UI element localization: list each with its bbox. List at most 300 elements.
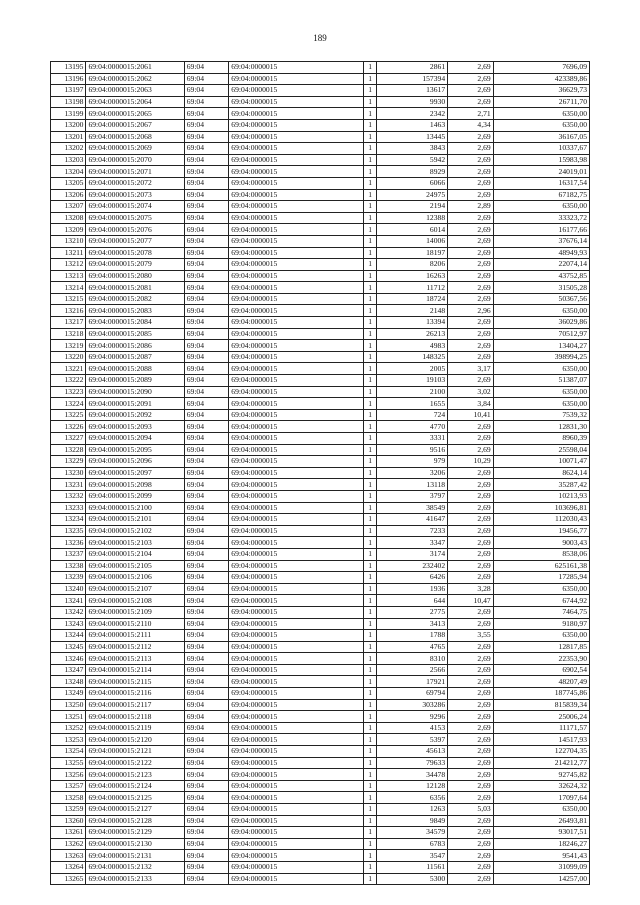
cadastral-number-cell: 69:04:0000015:2129: [86, 827, 184, 839]
district-code-cell: 69:04: [184, 653, 229, 665]
row-number-cell: 13209: [51, 224, 86, 236]
cadastral-number-cell: 69:04:0000015:2083: [86, 305, 184, 317]
area-cell: 41647: [377, 514, 448, 526]
area-cell: 13118: [377, 479, 448, 491]
area-cell: 13445: [377, 131, 448, 143]
cadastral-number-cell: 69:04:0000015:2122: [86, 757, 184, 769]
cadastral-value-cell: 93017,51: [493, 827, 589, 839]
quarter-number-cell: 69:04:0000015: [229, 688, 364, 700]
row-number-cell: 13225: [51, 409, 86, 421]
count-cell: 1: [364, 108, 377, 120]
quarter-number-cell: 69:04:0000015: [229, 653, 364, 665]
quarter-number-cell: 69:04:0000015: [229, 351, 364, 363]
row-number-cell: 13254: [51, 746, 86, 758]
district-code-cell: 69:04: [184, 143, 229, 155]
cadastral-number-cell: 69:04:0000015:2081: [86, 282, 184, 294]
table-row: [51, 62, 590, 74]
cadastral-number-cell: 69:04:0000015:2067: [86, 119, 184, 131]
district-code-cell: 69:04: [184, 757, 229, 769]
table-row: [51, 247, 590, 259]
row-number-cell: 13197: [51, 85, 86, 97]
row-number-cell: 13206: [51, 189, 86, 201]
row-number-cell: 13232: [51, 490, 86, 502]
district-code-cell: 69:04: [184, 189, 229, 201]
row-number-cell: 13240: [51, 583, 86, 595]
district-code-cell: 69:04: [184, 375, 229, 387]
quarter-number-cell: 69:04:0000015: [229, 270, 364, 282]
row-number-cell: 13265: [51, 873, 86, 885]
quarter-number-cell: 69:04:0000015: [229, 73, 364, 85]
count-cell: 1: [364, 340, 377, 352]
cadastral-value-cell: 12831,30: [493, 421, 589, 433]
cadastral-number-cell: 69:04:0000015:2086: [86, 340, 184, 352]
cadastral-value-cell: 6350,00: [493, 398, 589, 410]
row-number-cell: 13255: [51, 757, 86, 769]
row-number-cell: 13207: [51, 201, 86, 213]
cadastral-value-cell: 48207,49: [493, 676, 589, 688]
table-row: [51, 386, 590, 398]
quarter-number-cell: 69:04:0000015: [229, 108, 364, 120]
cadastral-value-cell: 15983,98: [493, 154, 589, 166]
table-row: [51, 572, 590, 584]
district-code-cell: 69:04: [184, 259, 229, 271]
specific-value-cell: 2,69: [448, 62, 494, 74]
table-row: [51, 409, 590, 421]
table-row: [51, 688, 590, 700]
quarter-number-cell: 69:04:0000015: [229, 537, 364, 549]
cadastral-number-cell: 69:04:0000015:2071: [86, 166, 184, 178]
quarter-number-cell: 69:04:0000015: [229, 293, 364, 305]
count-cell: 1: [364, 247, 377, 259]
specific-value-cell: 2,69: [448, 143, 494, 155]
specific-value-cell: 2,69: [448, 688, 494, 700]
quarter-number-cell: 69:04:0000015: [229, 154, 364, 166]
cadastral-number-cell: 69:04:0000015:2105: [86, 560, 184, 572]
cadastral-number-cell: 69:04:0000015:2092: [86, 409, 184, 421]
row-number-cell: 13220: [51, 351, 86, 363]
quarter-number-cell: 69:04:0000015: [229, 398, 364, 410]
district-code-cell: 69:04: [184, 479, 229, 491]
count-cell: 1: [364, 827, 377, 839]
cadastral-number-cell: 69:04:0000015:2108: [86, 595, 184, 607]
district-code-cell: 69:04: [184, 618, 229, 630]
count-cell: 1: [364, 131, 377, 143]
area-cell: 3174: [377, 548, 448, 560]
cadastral-number-cell: 69:04:0000015:2114: [86, 664, 184, 676]
area-cell: 45613: [377, 746, 448, 758]
area-cell: 2775: [377, 606, 448, 618]
specific-value-cell: 2,69: [448, 514, 494, 526]
count-cell: 1: [364, 62, 377, 74]
cadastral-value-cell: 7539,32: [493, 409, 589, 421]
quarter-number-cell: 69:04:0000015: [229, 699, 364, 711]
count-cell: 1: [364, 201, 377, 213]
row-number-cell: 13227: [51, 433, 86, 445]
area-cell: 3347: [377, 537, 448, 549]
specific-value-cell: 2,69: [448, 606, 494, 618]
district-code-cell: 69:04: [184, 595, 229, 607]
table-row: [51, 293, 590, 305]
row-number-cell: 13242: [51, 606, 86, 618]
cadastral-value-cell: 815839,34: [493, 699, 589, 711]
count-cell: 1: [364, 734, 377, 746]
quarter-number-cell: 69:04:0000015: [229, 502, 364, 514]
row-number-cell: 13261: [51, 827, 86, 839]
row-number-cell: 13260: [51, 815, 86, 827]
cadastral-value-cell: 7696,09: [493, 62, 589, 74]
table-row: [51, 699, 590, 711]
count-cell: 1: [364, 456, 377, 468]
specific-value-cell: 2,69: [448, 444, 494, 456]
area-cell: 5942: [377, 154, 448, 166]
row-number-cell: 13218: [51, 328, 86, 340]
row-number-cell: 13238: [51, 560, 86, 572]
district-code-cell: 69:04: [184, 108, 229, 120]
specific-value-cell: 2,69: [448, 676, 494, 688]
table-row: [51, 201, 590, 213]
cadastral-value-cell: 6350,00: [493, 363, 589, 375]
row-number-cell: 13204: [51, 166, 86, 178]
district-code-cell: 69:04: [184, 73, 229, 85]
table-row: [51, 166, 590, 178]
quarter-number-cell: 69:04:0000015: [229, 757, 364, 769]
row-number-cell: 13217: [51, 317, 86, 329]
cadastral-number-cell: 69:04:0000015:2091: [86, 398, 184, 410]
specific-value-cell: 2,69: [448, 259, 494, 271]
cadastral-value-cell: 10213,93: [493, 490, 589, 502]
table-row: [51, 664, 590, 676]
cadastral-value-cell: 6350,00: [493, 804, 589, 816]
cadastral-value-cell: 43752,85: [493, 270, 589, 282]
count-cell: 1: [364, 606, 377, 618]
quarter-number-cell: 69:04:0000015: [229, 201, 364, 213]
row-number-cell: 13200: [51, 119, 86, 131]
table-row: [51, 282, 590, 294]
district-code-cell: 69:04: [184, 815, 229, 827]
table-row: [51, 224, 590, 236]
row-number-cell: 13237: [51, 548, 86, 560]
row-number-cell: 13219: [51, 340, 86, 352]
cadastral-value-cell: 13404,27: [493, 340, 589, 352]
row-number-cell: 13251: [51, 711, 86, 723]
district-code-cell: 69:04: [184, 467, 229, 479]
cadastral-number-cell: 69:04:0000015:2082: [86, 293, 184, 305]
quarter-number-cell: 69:04:0000015: [229, 212, 364, 224]
table-row: [51, 850, 590, 862]
table-row: [51, 537, 590, 549]
specific-value-cell: 2,69: [448, 572, 494, 584]
district-code-cell: 69:04: [184, 722, 229, 734]
area-cell: 69794: [377, 688, 448, 700]
specific-value-cell: 2,69: [448, 282, 494, 294]
cadastral-number-cell: 69:04:0000015:2094: [86, 433, 184, 445]
district-code-cell: 69:04: [184, 548, 229, 560]
specific-value-cell: 2,69: [448, 224, 494, 236]
district-code-cell: 69:04: [184, 96, 229, 108]
count-cell: 1: [364, 73, 377, 85]
cadastral-value-cell: 48949,93: [493, 247, 589, 259]
district-code-cell: 69:04: [184, 444, 229, 456]
district-code-cell: 69:04: [184, 746, 229, 758]
cadastral-value-cell: 19456,77: [493, 525, 589, 537]
quarter-number-cell: 69:04:0000015: [229, 166, 364, 178]
area-cell: 2342: [377, 108, 448, 120]
cadastral-value-cell: 6350,00: [493, 201, 589, 213]
district-code-cell: 69:04: [184, 560, 229, 572]
cadastral-number-cell: 69:04:0000015:2090: [86, 386, 184, 398]
specific-value-cell: 2,69: [448, 757, 494, 769]
count-cell: 1: [364, 804, 377, 816]
area-cell: 11712: [377, 282, 448, 294]
row-number-cell: 13203: [51, 154, 86, 166]
table-row: [51, 444, 590, 456]
cadastral-value-cell: 31099,09: [493, 861, 589, 873]
area-cell: 2861: [377, 62, 448, 74]
district-code-cell: 69:04: [184, 282, 229, 294]
cadastral-number-cell: 69:04:0000015:2080: [86, 270, 184, 282]
district-code-cell: 69:04: [184, 293, 229, 305]
quarter-number-cell: 69:04:0000015: [229, 734, 364, 746]
table-row: [51, 73, 590, 85]
cadastral-value-cell: 10337,67: [493, 143, 589, 155]
cadastral-value-cell: 36167,05: [493, 131, 589, 143]
table-row: [51, 235, 590, 247]
table-row: [51, 479, 590, 491]
specific-value-cell: 2,69: [448, 734, 494, 746]
area-cell: 9930: [377, 96, 448, 108]
area-cell: 644: [377, 595, 448, 607]
row-number-cell: 13241: [51, 595, 86, 607]
district-code-cell: 69:04: [184, 769, 229, 781]
specific-value-cell: 2,96: [448, 305, 494, 317]
quarter-number-cell: 69:04:0000015: [229, 62, 364, 74]
area-cell: 4770: [377, 421, 448, 433]
district-code-cell: 69:04: [184, 235, 229, 247]
cadastral-number-cell: 69:04:0000015:2088: [86, 363, 184, 375]
area-cell: 34579: [377, 827, 448, 839]
cadastral-number-cell: 69:04:0000015:2111: [86, 630, 184, 642]
count-cell: 1: [364, 514, 377, 526]
quarter-number-cell: 69:04:0000015: [229, 409, 364, 421]
specific-value-cell: 2,69: [448, 85, 494, 97]
quarter-number-cell: 69:04:0000015: [229, 606, 364, 618]
cadastral-value-cell: 423389,86: [493, 73, 589, 85]
area-cell: 11561: [377, 861, 448, 873]
table-row: [51, 861, 590, 873]
cadastral-number-cell: 69:04:0000015:2119: [86, 722, 184, 734]
table-row: [51, 177, 590, 189]
quarter-number-cell: 69:04:0000015: [229, 827, 364, 839]
table-row: [51, 641, 590, 653]
count-cell: 1: [364, 560, 377, 572]
quarter-number-cell: 69:04:0000015: [229, 143, 364, 155]
table-row: [51, 630, 590, 642]
area-cell: 5300: [377, 873, 448, 885]
district-code-cell: 69:04: [184, 317, 229, 329]
district-code-cell: 69:04: [184, 664, 229, 676]
cadastral-number-cell: 69:04:0000015:2109: [86, 606, 184, 618]
specific-value-cell: 2,69: [448, 838, 494, 850]
cadastral-value-cell: 67182,75: [493, 189, 589, 201]
cadastral-value-cell: 32624,32: [493, 780, 589, 792]
row-number-cell: 13248: [51, 676, 86, 688]
table-row: [51, 456, 590, 468]
cadastral-number-cell: 69:04:0000015:2123: [86, 769, 184, 781]
count-cell: 1: [364, 409, 377, 421]
cadastral-number-cell: 69:04:0000015:2133: [86, 873, 184, 885]
cadastral-value-cell: 6350,00: [493, 108, 589, 120]
table-row: [51, 108, 590, 120]
count-cell: 1: [364, 328, 377, 340]
area-cell: 724: [377, 409, 448, 421]
quarter-number-cell: 69:04:0000015: [229, 641, 364, 653]
quarter-number-cell: 69:04:0000015: [229, 746, 364, 758]
district-code-cell: 69:04: [184, 502, 229, 514]
row-number-cell: 13246: [51, 653, 86, 665]
row-number-cell: 13221: [51, 363, 86, 375]
cadastral-number-cell: 69:04:0000015:2068: [86, 131, 184, 143]
cadastral-value-cell: 9003,43: [493, 537, 589, 549]
cadastral-value-cell: 26493,81: [493, 815, 589, 827]
cadastral-value-cell: 92745,82: [493, 769, 589, 781]
quarter-number-cell: 69:04:0000015: [229, 861, 364, 873]
quarter-number-cell: 69:04:0000015: [229, 514, 364, 526]
cadastral-number-cell: 69:04:0000015:2116: [86, 688, 184, 700]
district-code-cell: 69:04: [184, 873, 229, 885]
specific-value-cell: 2,69: [448, 235, 494, 247]
table-row: [51, 270, 590, 282]
cadastral-number-cell: 69:04:0000015:2113: [86, 653, 184, 665]
count-cell: 1: [364, 699, 377, 711]
cadastral-number-cell: 69:04:0000015:2089: [86, 375, 184, 387]
count-cell: 1: [364, 618, 377, 630]
cadastral-value-cell: 122704,35: [493, 746, 589, 758]
cadastral-number-cell: 69:04:0000015:2093: [86, 421, 184, 433]
specific-value-cell: 2,71: [448, 108, 494, 120]
district-code-cell: 69:04: [184, 131, 229, 143]
row-number-cell: 13213: [51, 270, 86, 282]
district-code-cell: 69:04: [184, 212, 229, 224]
count-cell: 1: [364, 769, 377, 781]
area-cell: 8929: [377, 166, 448, 178]
cadastral-number-cell: 69:04:0000015:2117: [86, 699, 184, 711]
specific-value-cell: 2,69: [448, 340, 494, 352]
cadastral-value-cell: 50367,56: [493, 293, 589, 305]
cadastral-number-cell: 69:04:0000015:2077: [86, 235, 184, 247]
count-cell: 1: [364, 583, 377, 595]
specific-value-cell: 10,47: [448, 595, 494, 607]
table-row: [51, 873, 590, 885]
district-code-cell: 69:04: [184, 119, 229, 131]
row-number-cell: 13233: [51, 502, 86, 514]
row-number-cell: 13210: [51, 235, 86, 247]
area-cell: 3206: [377, 467, 448, 479]
cadastral-number-cell: 69:04:0000015:2078: [86, 247, 184, 259]
quarter-number-cell: 69:04:0000015: [229, 711, 364, 723]
row-number-cell: 13247: [51, 664, 86, 676]
count-cell: 1: [364, 641, 377, 653]
row-number-cell: 13249: [51, 688, 86, 700]
count-cell: 1: [364, 363, 377, 375]
count-cell: 1: [364, 433, 377, 445]
count-cell: 1: [364, 525, 377, 537]
table-row: [51, 433, 590, 445]
area-cell: 8310: [377, 653, 448, 665]
table-row: [51, 131, 590, 143]
table-row: [51, 734, 590, 746]
cadastral-value-cell: 70512,97: [493, 328, 589, 340]
quarter-number-cell: 69:04:0000015: [229, 595, 364, 607]
count-cell: 1: [364, 85, 377, 97]
cadastral-value-cell: 214212,77: [493, 757, 589, 769]
table-row: [51, 363, 590, 375]
area-cell: 3547: [377, 850, 448, 862]
cadastral-number-cell: 69:04:0000015:2121: [86, 746, 184, 758]
area-cell: 3843: [377, 143, 448, 155]
specific-value-cell: 2,69: [448, 73, 494, 85]
specific-value-cell: 2,69: [448, 861, 494, 873]
cadastral-number-cell: 69:04:0000015:2104: [86, 548, 184, 560]
specific-value-cell: 2,69: [448, 177, 494, 189]
cadastral-number-cell: 69:04:0000015:2127: [86, 804, 184, 816]
specific-value-cell: 2,69: [448, 641, 494, 653]
table-row: [51, 757, 590, 769]
district-code-cell: 69:04: [184, 583, 229, 595]
specific-value-cell: 10,29: [448, 456, 494, 468]
row-number-cell: 13256: [51, 769, 86, 781]
area-cell: 9516: [377, 444, 448, 456]
table-row: [51, 780, 590, 792]
district-code-cell: 69:04: [184, 861, 229, 873]
table-row: [51, 398, 590, 410]
count-cell: 1: [364, 119, 377, 131]
district-code-cell: 69:04: [184, 525, 229, 537]
row-number-cell: 13252: [51, 722, 86, 734]
count-cell: 1: [364, 688, 377, 700]
count-cell: 1: [364, 502, 377, 514]
cadastral-number-cell: 69:04:0000015:2120: [86, 734, 184, 746]
count-cell: 1: [364, 595, 377, 607]
row-number-cell: 13234: [51, 514, 86, 526]
specific-value-cell: 2,69: [448, 96, 494, 108]
cadastral-number-cell: 69:04:0000015:2072: [86, 177, 184, 189]
row-number-cell: 13229: [51, 456, 86, 468]
district-code-cell: 69:04: [184, 363, 229, 375]
table-row: [51, 618, 590, 630]
cadastral-number-cell: 69:04:0000015:2099: [86, 490, 184, 502]
specific-value-cell: 2,69: [448, 711, 494, 723]
row-number-cell: 13263: [51, 850, 86, 862]
count-cell: 1: [364, 270, 377, 282]
area-cell: 303286: [377, 699, 448, 711]
cadastral-number-cell: 69:04:0000015:2096: [86, 456, 184, 468]
row-number-cell: 13216: [51, 305, 86, 317]
cadastral-value-cell: 16317,54: [493, 177, 589, 189]
row-number-cell: 13212: [51, 259, 86, 271]
quarter-number-cell: 69:04:0000015: [229, 815, 364, 827]
quarter-number-cell: 69:04:0000015: [229, 259, 364, 271]
quarter-number-cell: 69:04:0000015: [229, 235, 364, 247]
specific-value-cell: 2,69: [448, 166, 494, 178]
cadastral-value-cell: 11171,57: [493, 722, 589, 734]
count-cell: 1: [364, 282, 377, 294]
table-row: [51, 85, 590, 97]
count-cell: 1: [364, 490, 377, 502]
specific-value-cell: 2,69: [448, 328, 494, 340]
specific-value-cell: 3,17: [448, 363, 494, 375]
district-code-cell: 69:04: [184, 780, 229, 792]
cadastral-number-cell: 69:04:0000015:2128: [86, 815, 184, 827]
